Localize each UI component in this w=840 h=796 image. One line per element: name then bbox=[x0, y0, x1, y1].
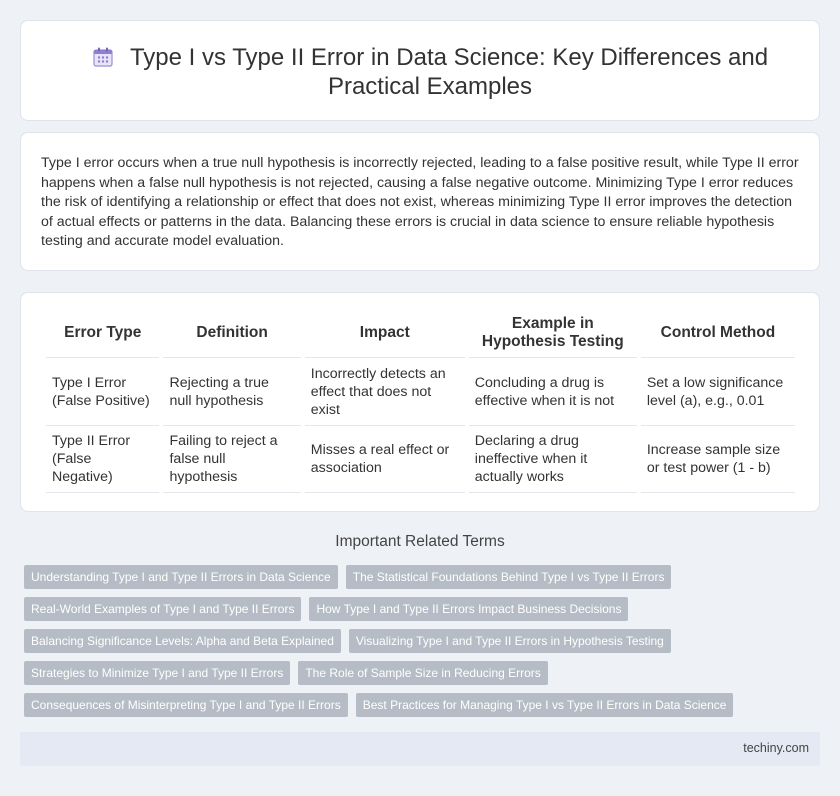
table-cell: Concluding a drug is effective when it is not bbox=[469, 358, 637, 426]
column-header: Control Method bbox=[641, 308, 795, 358]
tag-row bbox=[24, 597, 824, 621]
calendar-icon bbox=[92, 46, 114, 68]
tag-row bbox=[24, 661, 824, 685]
table-header-row bbox=[46, 308, 795, 358]
related-term-tag[interactable]: Balancing Significance Levels: Alpha and Beta Explained bbox=[24, 629, 341, 653]
column-header: Example in Hypothesis Testing bbox=[469, 308, 637, 358]
header-card bbox=[20, 20, 820, 121]
table-row bbox=[46, 358, 795, 426]
page-title-wrap bbox=[81, 43, 779, 101]
related-terms-title: Important Related Terms bbox=[335, 533, 505, 550]
table-cell: Incorrectly detects an effect that does not exist bbox=[305, 358, 465, 426]
summary-card bbox=[20, 132, 820, 271]
tag-row bbox=[24, 565, 824, 589]
related-term-tag[interactable]: Best Practices for Managing Type I vs Type II Errors in Data Science bbox=[356, 693, 734, 717]
footer bbox=[20, 732, 820, 766]
footer-brand[interactable]: techiny.com bbox=[743, 741, 809, 755]
table-cell: Type II Error (False Negative) bbox=[46, 426, 159, 493]
table-cell: Type I Error (False Positive) bbox=[46, 358, 159, 426]
comparison-table-card bbox=[20, 292, 820, 512]
table-cell: Declaring a drug ineffective when it actually works bbox=[469, 426, 637, 493]
table-cell: Failing to reject a false null hypothesis bbox=[163, 426, 300, 493]
related-term-tag[interactable]: Strategies to Minimize Type I and Type II Errors bbox=[24, 661, 290, 685]
related-term-tag[interactable]: How Type I and Type II Errors Impact Business Decisions bbox=[309, 597, 628, 621]
table-cell: Misses a real effect or association bbox=[305, 426, 465, 493]
related-term-tag[interactable]: Real-World Examples of Type I and Type II Errors bbox=[24, 597, 301, 621]
related-term-tag[interactable]: Consequences of Misinterpreting Type I and Type II Errors bbox=[24, 693, 348, 717]
table-cell: Rejecting a true null hypothesis bbox=[163, 358, 300, 426]
table-cell: Increase sample size or test power (1 - b) bbox=[641, 426, 795, 493]
comparison-table bbox=[42, 308, 799, 493]
column-header: Definition bbox=[163, 308, 300, 358]
page-title: Type I vs Type II Error in Data Science: Key Differences and Practical Examples bbox=[129, 44, 769, 100]
related-term-tag[interactable]: The Role of Sample Size in Reducing Errors bbox=[298, 661, 547, 685]
table-cell: Set a low significance level (a), e.g., 0.01 bbox=[641, 358, 795, 426]
table-row bbox=[46, 426, 795, 493]
column-header: Error Type bbox=[46, 308, 159, 358]
tag-row bbox=[24, 693, 824, 717]
tag-row bbox=[24, 629, 824, 653]
summary-text: Type I error occurs when a true null hypothesis is incorrectly rejected, leading to a false positive result, while Type II error happens when a false null hypothesis is not rejected, causing a false negative outcome. Minimizing Type I error reduces the risk of identifying a relationship or effect that does not exist, whereas minimizing Type II error improves the detection of actual effects or patterns in the data. Balancing these errors is crucial in data science to ensure reliable hypothesis testing and accurate model evaluation. bbox=[41, 155, 799, 250]
related-terms-list bbox=[24, 565, 824, 725]
related-term-tag[interactable]: The Statistical Foundations Behind Type I vs Type II Errors bbox=[346, 565, 672, 589]
related-term-tag[interactable]: Visualizing Type I and Type II Errors in Hypothesis Testing bbox=[349, 629, 671, 653]
column-header: Impact bbox=[305, 308, 465, 358]
related-term-tag[interactable]: Understanding Type I and Type II Errors in Data Science bbox=[24, 565, 338, 589]
